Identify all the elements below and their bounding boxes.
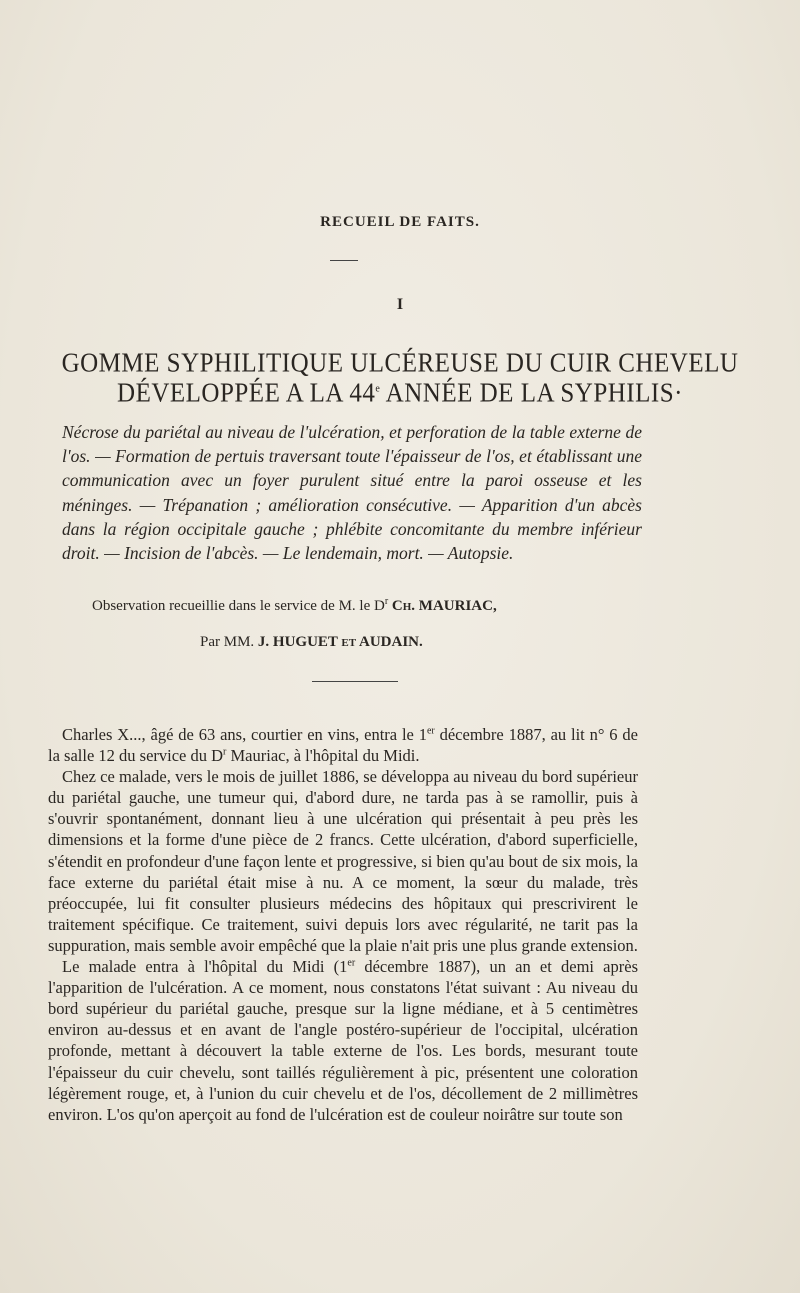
observation-credit — [92, 598, 652, 615]
divider-rule — [312, 681, 398, 682]
p1-part-b: décembre 1887, au lit n° 6 de la salle 12 du service du D — [48, 725, 638, 766]
authors-prefix: Par MM. — [200, 634, 258, 650]
paragraph-3 — [48, 956, 638, 1125]
authors-line — [200, 634, 600, 651]
p3-part-a: Le malade entra à l'hôpital du Midi (1 — [62, 957, 348, 977]
paragraph-2: Chez ce malade, vers le mois de juillet 1886, se développa au niveau du bord supérieur du pariétal gauche, une tumeur qui, d'abord dure, ne tarda pas à se ramollir, puis à s'ouvrir spontanément, donnant lieu à une ulcération qui présentait à peu près les dimensions et la forme d'une pièce de 2 francs. Cette ulcération, d'abord superficielle, s'étendit en profondeur d'une façon lente et progressive, si bien qu'au bout de six mois, la face externe du pariétal était mise à nu. A ce moment, la sœur du malade, très préoccupée, lui fit consulter plusieurs médecins des hôpitaux qui prescrivirent le traitement spécifique. Ce traitement, suivi depuis lors avec régularité, ne tarit pas la suppuration, mais semble avoir empêché que la plaie n'ait pris une plus grande extension. — [48, 767, 638, 955]
observation-prefix: Observation recueillie dans le service de M. le D — [92, 598, 385, 614]
body-text — [48, 724, 638, 1125]
title-line2-start: DÉVELOPPÉE A LA 44 — [117, 378, 376, 409]
p1-superscript-1: er — [426, 725, 435, 737]
paragraph-1 — [48, 724, 638, 766]
title-line2-end: ANNÉE DE LA SYPHILIS· — [380, 378, 683, 409]
title-line2-superscript: e — [375, 382, 381, 395]
article-number: I — [396, 296, 404, 313]
divider-dash — [330, 260, 358, 261]
article-title-line1: GOMME SYPHILITIQUE ULCÉREUSE DU CUIR CHEVELU — [61, 348, 739, 379]
article-title-line2 — [60, 379, 740, 409]
p1-part-c: Mauriac, à l'hôpital du Midi. — [226, 746, 420, 766]
authors-names: J. HUGUET et AUDAIN. — [257, 634, 423, 650]
section-title: RECUEIL DE FAITS. — [320, 214, 480, 230]
observation-doctor-name: Ch. MAURIAC, — [388, 598, 497, 614]
observation-superscript: r — [384, 596, 389, 607]
p3-superscript: er — [347, 957, 356, 969]
p3-part-b: décembre 1887), un an et demi après l'apparition de l'ulcération. A ce moment, nous constatons l'état suivant : Au niveau du bord supérieur du pariétal gauche, presque sur la ligne médiane, et à 5 centimètres environ au-dessus et en avant de l'angle postéro-supérieur de l'occipital, ulcération profonde, mettant à découvert la table externe de l'os. Les bords, mesurant toute l'épaisseur du cuir chevelu, sont taillés régulièrement à pic, présentent une coloration légèrement rouge, et, à l'union du cuir chevelu et de l'os, décollement de 2 millimètres environ. L'os qu'on aperçoit au fond de l'ulcération est de couleur noirâtre sur toute son — [48, 957, 638, 1124]
article-summary: Nécrose du pariétal au niveau de l'ulcération, et perforation de la table externe de l'os. — Formation de pertuis traversant toute l'épaisseur de l'os, et établissant une communication avec un foyer purulent situé entre la paroi osseuse et les méninges. — Trépanation ; amélioration consécutive. — Apparition d'un abcès dans la région occipitale gauche ; phlébite concomitante du membre inférieur droit. — Incision de l'abcès. — Le lendemain, mort. — Autopsie. — [62, 422, 642, 564]
p1-part-a: Charles X..., âgé de 63 ans, courtier en vins, entra le 1 — [62, 725, 427, 744]
p1-superscript-2: r — [223, 746, 227, 758]
